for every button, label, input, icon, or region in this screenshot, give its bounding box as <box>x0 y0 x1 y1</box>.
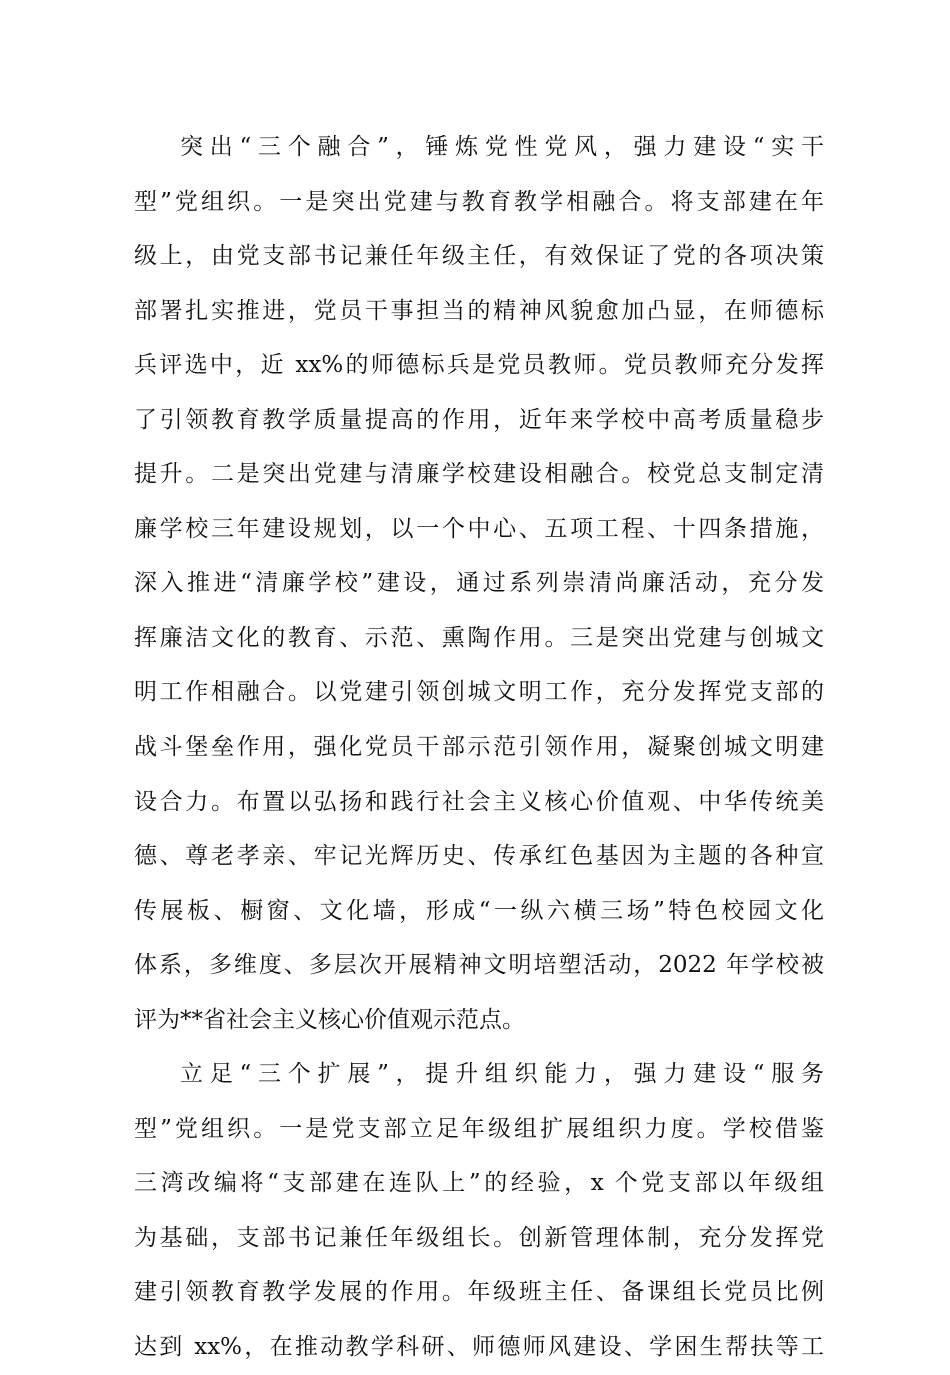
text-line: 型”党组织。一是突出党建与教育教学相融合。将支部建在年 <box>134 188 824 215</box>
paragraph-three-expansions <box>134 1047 824 1374</box>
text-line: 建引领教育教学发展的作用。年级班主任、备课组长党员比例 <box>134 1279 824 1306</box>
text-line: 三湾改编将“支部建在连队上”的经验，x 个党支部以年级组 <box>134 1170 824 1197</box>
text-line: 德、尊老孝亲、牢记光辉历史、传承红色基因为主题的各种宣 <box>134 843 824 870</box>
text-line: 明工作相融合。以党建引领创城文明工作，充分发挥党支部的 <box>134 679 824 706</box>
text-line: 挥廉洁文化的教育、示范、熏陶作用。三是突出党建与创城文 <box>134 624 824 651</box>
paragraph-three-integrations <box>134 120 824 1047</box>
text-line: 提升。二是突出党建与清廉学校建设相融合。校党总支制定清 <box>134 461 824 488</box>
text-line: 型”党组织。一是党支部立足年级组扩展组织力度。学校借鉴 <box>134 1115 824 1142</box>
text-line: 深入推进“清廉学校”建设，通过系列崇清尚廉活动，充分发 <box>134 570 824 597</box>
text-line: 评为**省社会主义核心价值观示范点。 <box>134 1006 525 1033</box>
text-line: 级上，由党支部书记兼任年级主任，有效保证了党的各项决策 <box>134 243 824 270</box>
text-line: 体系，多维度、多层次开展精神文明培塑活动，2022 年学校被 <box>134 952 824 979</box>
text-line: 了引领教育教学质量提高的作用，近年来学校中高考质量稳步 <box>134 406 824 433</box>
document-body <box>134 120 824 1375</box>
text-line: 设合力。布置以弘扬和践行社会主义核心价值观、中华传统美 <box>134 788 824 815</box>
text-line: 战斗堡垒作用，强化党员干部示范引领作用，凝聚创城文明建 <box>134 734 824 761</box>
text-line: 传展板、橱窗、文化墙，形成“一纵六横三场”特色校园文化 <box>134 897 824 924</box>
text-line: 兵评选中，近 xx%的师德标兵是党员教师。党员教师充分发挥 <box>134 352 824 379</box>
text-line: 部署扎实推进，党员干事担当的精神风貌愈加凸显，在师德标 <box>134 297 824 324</box>
text-line: 为基础，支部书记兼任年级组长。创新管理体制，充分发挥党 <box>134 1224 824 1251</box>
text-line: 立足“三个扩展”，提升组织能力，强力建设“服务 <box>180 1061 824 1088</box>
text-line: 廉学校三年建设规划，以一个中心、五项工程、十四条措施， <box>134 515 824 542</box>
text-line: 达到 xx%，在推动教学科研、师德师风建设、学困生帮扶等工 <box>134 1334 824 1361</box>
text-line: 突出“三个融合”，锤炼党性党风，强力建设“实干 <box>180 134 824 160</box>
